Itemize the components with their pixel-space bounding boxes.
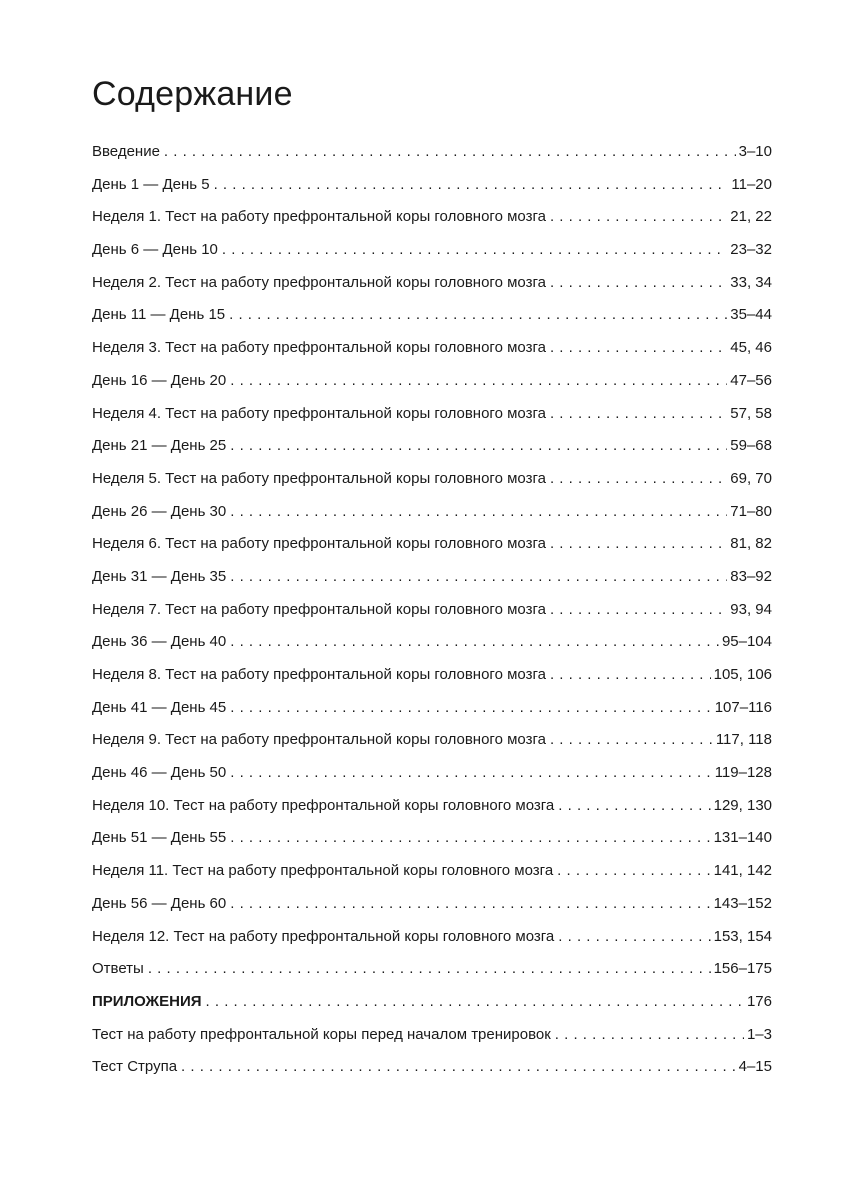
toc-entry-pages: 107–116 <box>714 698 772 716</box>
toc-entry <box>92 402 772 435</box>
toc-entry-title: День 51 — День 55 <box>92 829 227 847</box>
dot-leader <box>230 892 710 916</box>
toc-entry-pages: 156–175 <box>713 960 772 978</box>
dot-leader <box>230 434 727 458</box>
toc-entry-pages: 35–44 <box>730 306 772 324</box>
toc-entry <box>92 532 772 565</box>
toc-entry-pages: 59–68 <box>730 437 772 455</box>
toc-entry <box>92 434 772 467</box>
toc-entry-title: Тест Струпа <box>92 1058 178 1076</box>
toc-entry <box>92 173 772 206</box>
dot-leader <box>230 826 710 850</box>
dot-leader <box>550 728 713 752</box>
toc-entry-title: Неделя 11. Тест на работу префронтальной коры головного мозга <box>92 862 554 880</box>
toc-entry-title: Неделя 3. Тест на работу префронтальной коры головного мозга <box>92 339 546 357</box>
toc-entry-title: Введение <box>92 143 160 160</box>
toc-entry-title: Неделя 10. Тест на работу префронтальной коры головного мозга <box>92 796 555 814</box>
toc-entry-pages: 176 <box>746 992 772 1010</box>
toc-entry <box>92 598 772 631</box>
toc-entry <box>92 630 772 663</box>
toc-entry-title: День 21 — День 25 <box>92 437 227 455</box>
dot-leader <box>550 663 711 687</box>
page-title: Содержание <box>92 75 293 113</box>
toc-entry-title: Неделя 1. Тест на работу префронтальной коры головного мозга <box>92 208 546 226</box>
toc-entry <box>92 826 772 859</box>
dot-leader <box>222 238 727 262</box>
toc-entry-pages: 131–140 <box>713 829 772 847</box>
toc-entry-pages: 69, 70 <box>730 469 772 487</box>
toc-entry-title: Неделя 9. Тест на работу префронтальной коры головного мозга <box>92 731 546 749</box>
toc-entry <box>92 336 772 369</box>
toc-entry-title: Ответы <box>92 960 144 978</box>
toc-entry-title: День 36 — День 40 <box>92 633 227 651</box>
toc-entry-title: Неделя 2. Тест на работу префронтальной коры головного мозга <box>92 273 546 291</box>
toc-entry-pages: 33, 34 <box>730 273 772 291</box>
dot-leader <box>557 859 710 883</box>
toc-entry-title: День 31 — День 35 <box>92 567 227 585</box>
toc-entry-pages: 83–92 <box>730 567 772 585</box>
dot-leader <box>230 565 727 589</box>
toc-entry-title: День 46 — День 50 <box>92 764 227 782</box>
dot-leader <box>558 794 710 818</box>
toc-entry-pages: 3–10 <box>738 143 772 160</box>
toc-entry-title: День 11 — День 15 <box>92 306 226 324</box>
dot-leader <box>148 957 711 981</box>
toc-entry <box>92 369 772 402</box>
toc-entry-pages: 45, 46 <box>730 339 772 357</box>
toc-entry-pages: 141, 142 <box>713 862 772 880</box>
toc-entry-title: День 6 — День 10 <box>92 241 218 259</box>
toc-entry-title: Неделя 5. Тест на работу префронтальной коры головного мозга <box>92 469 546 487</box>
toc-entry <box>92 728 772 761</box>
dot-leader <box>206 990 744 1014</box>
toc-entry <box>92 892 772 925</box>
toc-entry-title: ПРИЛОЖЕНИЯ <box>92 992 202 1010</box>
dot-leader <box>230 500 727 524</box>
dot-leader <box>558 925 710 949</box>
table-of-contents <box>92 140 772 1088</box>
toc-entry <box>92 1023 772 1056</box>
toc-entry-pages: 105, 106 <box>713 666 772 683</box>
dot-leader <box>550 402 727 426</box>
dot-leader <box>229 303 727 327</box>
toc-entry <box>92 565 772 598</box>
toc-entry-pages: 71–80 <box>730 502 772 520</box>
toc-entry-title: Тест на работу префронтальной коры перед началом тренировок <box>92 1025 551 1043</box>
toc-entry-pages: 11–20 <box>731 175 772 193</box>
toc-entry-pages: 21, 22 <box>730 208 772 226</box>
dot-leader <box>230 761 711 785</box>
dot-leader <box>550 336 727 360</box>
toc-entry-title: Неделя 8. Тест на работу префронтальной коры головного мозга <box>92 666 546 683</box>
toc-entry-pages: 95–104 <box>721 633 772 651</box>
toc-entry <box>92 663 772 696</box>
toc-entry-title: День 26 — День 30 <box>92 502 227 520</box>
dot-leader <box>550 532 727 556</box>
toc-entry-pages: 23–32 <box>730 241 772 259</box>
toc-entry <box>92 761 772 794</box>
toc-entry-pages: 93, 94 <box>730 600 772 618</box>
toc-entry-title: Неделя 4. Тест на работу префронтальной коры головного мозга <box>92 404 546 422</box>
toc-entry-pages: 1–3 <box>746 1025 772 1043</box>
toc-entry-title: День 1 — День 5 <box>92 175 210 193</box>
toc-entry <box>92 303 772 336</box>
toc-entry <box>92 140 772 173</box>
dot-leader <box>550 598 727 622</box>
toc-entry <box>92 1055 772 1088</box>
dot-leader <box>230 630 719 654</box>
toc-entry <box>92 271 772 304</box>
toc-entry-pages: 143–152 <box>713 894 772 912</box>
toc-entry-title: День 41 — День 45 <box>92 698 227 716</box>
dot-leader <box>164 140 736 164</box>
dot-leader <box>181 1055 736 1079</box>
dot-leader <box>230 696 711 720</box>
toc-entry-pages: 119–128 <box>714 764 772 782</box>
toc-entry <box>92 957 772 990</box>
toc-entry <box>92 205 772 238</box>
toc-entry-pages: 129, 130 <box>713 796 772 814</box>
toc-entry <box>92 794 772 827</box>
toc-entry-title: День 16 — День 20 <box>92 371 227 389</box>
toc-entry <box>92 500 772 533</box>
toc-entry-pages: 47–56 <box>730 371 772 389</box>
dot-leader <box>550 205 727 229</box>
toc-entry-title: Неделя 7. Тест на работу префронтальной коры головного мозга <box>92 600 546 618</box>
toc-entry-title: Неделя 12. Тест на работу префронтальной коры головного мозга <box>92 927 555 945</box>
toc-entry-title: День 56 — День 60 <box>92 894 227 912</box>
toc-entry-title: Неделя 6. Тест на работу префронтальной коры головного мозга <box>92 535 546 553</box>
toc-entry <box>92 990 772 1023</box>
toc-entry <box>92 238 772 271</box>
toc-entry <box>92 859 772 892</box>
toc-entry-pages: 153, 154 <box>713 927 772 945</box>
toc-entry-pages: 57, 58 <box>730 404 772 422</box>
dot-leader <box>555 1023 744 1047</box>
toc-entry <box>92 925 772 958</box>
dot-leader <box>550 271 727 295</box>
dot-leader <box>214 173 729 197</box>
toc-entry-pages: 81, 82 <box>730 535 772 553</box>
dot-leader <box>230 369 727 393</box>
toc-entry-pages: 117, 118 <box>715 731 772 749</box>
toc-entry <box>92 467 772 500</box>
toc-entry <box>92 696 772 729</box>
dot-leader <box>550 467 727 491</box>
toc-entry-pages: 4–15 <box>738 1058 772 1076</box>
